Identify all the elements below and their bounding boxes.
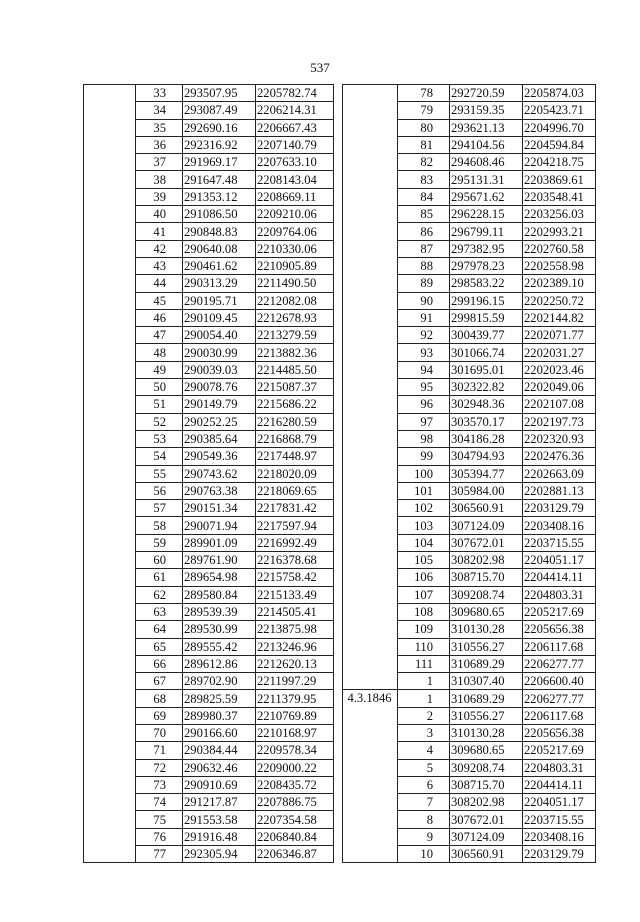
y-coordinate-cell: 2218020.09 <box>256 465 334 482</box>
point-number-cell: 111 <box>398 655 450 672</box>
y-coordinate-cell: 2206346.87 <box>256 846 334 863</box>
x-coordinate-cell: 290109.45 <box>183 309 256 326</box>
y-coordinate-cell: 2211379.95 <box>256 690 334 707</box>
point-number-cell: 98 <box>398 430 450 447</box>
point-number-cell: 58 <box>136 517 183 534</box>
point-number-cell: 53 <box>136 430 183 447</box>
point-number-cell: 7 <box>398 794 450 811</box>
x-coordinate-cell: 301066.74 <box>450 344 523 361</box>
point-number-cell: 51 <box>136 396 183 413</box>
x-coordinate-cell: 307124.09 <box>450 828 523 845</box>
point-number-cell: 48 <box>136 344 183 361</box>
y-coordinate-cell: 2204996.70 <box>523 119 596 136</box>
point-number-cell: 37 <box>136 154 183 171</box>
table-row <box>343 85 596 102</box>
point-number-cell: 71 <box>136 742 183 759</box>
y-coordinate-cell: 2207886.75 <box>256 794 334 811</box>
x-coordinate-cell: 291553.58 <box>183 811 256 828</box>
point-number-cell: 102 <box>398 500 450 517</box>
x-coordinate-cell: 290640.08 <box>183 240 256 257</box>
y-coordinate-cell: 2210330.06 <box>256 240 334 257</box>
table-row <box>343 690 596 707</box>
y-coordinate-cell: 2213246.96 <box>256 638 334 655</box>
x-coordinate-cell: 298583.22 <box>450 275 523 292</box>
y-coordinate-cell: 2208435.72 <box>256 776 334 793</box>
x-coordinate-cell: 310130.28 <box>450 621 523 638</box>
point-number-cell: 42 <box>136 240 183 257</box>
x-coordinate-cell: 293507.95 <box>183 85 256 102</box>
point-number-cell: 67 <box>136 673 183 690</box>
point-number-cell: 108 <box>398 603 450 620</box>
point-number-cell: 107 <box>398 586 450 603</box>
point-number-cell: 1 <box>398 690 450 707</box>
point-number-cell: 74 <box>136 794 183 811</box>
x-coordinate-cell: 289980.37 <box>183 707 256 724</box>
y-coordinate-cell: 2212678.93 <box>256 309 334 326</box>
x-coordinate-cell: 289654.98 <box>183 569 256 586</box>
y-coordinate-cell: 2202049.06 <box>523 379 596 396</box>
x-coordinate-cell: 289580.84 <box>183 586 256 603</box>
y-coordinate-cell: 2205656.38 <box>523 621 596 638</box>
point-number-cell: 36 <box>136 136 183 153</box>
point-number-cell: 91 <box>398 309 450 326</box>
x-coordinate-cell: 300439.77 <box>450 327 523 344</box>
x-coordinate-cell: 290166.60 <box>183 724 256 741</box>
point-number-cell: 84 <box>398 188 450 205</box>
x-coordinate-cell: 290054.40 <box>183 327 256 344</box>
y-coordinate-cell: 2214485.50 <box>256 361 334 378</box>
x-coordinate-cell: 289901.09 <box>183 534 256 551</box>
point-number-cell: 47 <box>136 327 183 344</box>
point-number-cell: 100 <box>398 465 450 482</box>
y-coordinate-cell: 2210769.89 <box>256 707 334 724</box>
point-number-cell: 75 <box>136 811 183 828</box>
y-coordinate-cell: 2212620.13 <box>256 655 334 672</box>
x-coordinate-cell: 290743.62 <box>183 465 256 482</box>
y-coordinate-cell: 2202476.36 <box>523 448 596 465</box>
y-coordinate-cell: 2206277.77 <box>523 690 596 707</box>
point-number-cell: 76 <box>136 828 183 845</box>
point-number-cell: 101 <box>398 482 450 499</box>
x-coordinate-cell: 308715.70 <box>450 776 523 793</box>
y-coordinate-cell: 2203548.41 <box>523 188 596 205</box>
y-coordinate-cell: 2204414.11 <box>523 569 596 586</box>
point-number-cell: 5 <box>398 759 450 776</box>
x-coordinate-cell: 293159.35 <box>450 102 523 119</box>
point-number-cell: 72 <box>136 759 183 776</box>
y-coordinate-cell: 2203715.55 <box>523 811 596 828</box>
point-number-cell: 9 <box>398 828 450 845</box>
y-coordinate-cell: 2205217.69 <box>523 742 596 759</box>
point-number-cell: 64 <box>136 621 183 638</box>
point-number-cell: 63 <box>136 603 183 620</box>
y-coordinate-cell: 2204803.31 <box>523 759 596 776</box>
point-number-cell: 49 <box>136 361 183 378</box>
y-coordinate-cell: 2211490.50 <box>256 275 334 292</box>
y-coordinate-cell: 2215087.37 <box>256 379 334 396</box>
x-coordinate-cell: 290384.44 <box>183 742 256 759</box>
y-coordinate-cell: 2213882.36 <box>256 344 334 361</box>
point-number-cell: 54 <box>136 448 183 465</box>
x-coordinate-cell: 290195.71 <box>183 292 256 309</box>
y-coordinate-cell: 2206277.77 <box>523 655 596 672</box>
point-number-cell: 60 <box>136 552 183 569</box>
point-number-cell: 33 <box>136 85 183 102</box>
point-number-cell: 35 <box>136 119 183 136</box>
x-coordinate-cell: 307672.01 <box>450 534 523 551</box>
x-coordinate-cell: 303570.17 <box>450 413 523 430</box>
y-coordinate-cell: 2206840.84 <box>256 828 334 845</box>
x-coordinate-cell: 310307.40 <box>450 673 523 690</box>
y-coordinate-cell: 2208143.04 <box>256 171 334 188</box>
x-coordinate-cell: 310130.28 <box>450 724 523 741</box>
point-number-cell: 73 <box>136 776 183 793</box>
y-coordinate-cell: 2204803.31 <box>523 586 596 603</box>
point-number-cell: 89 <box>398 275 450 292</box>
point-number-cell: 105 <box>398 552 450 569</box>
y-coordinate-cell: 2203869.61 <box>523 171 596 188</box>
x-coordinate-cell: 308202.98 <box>450 794 523 811</box>
y-coordinate-cell: 2216868.79 <box>256 430 334 447</box>
x-coordinate-cell: 291647.48 <box>183 171 256 188</box>
x-coordinate-cell: 310556.27 <box>450 707 523 724</box>
point-number-cell: 82 <box>398 154 450 171</box>
y-coordinate-cell: 2209764.06 <box>256 223 334 240</box>
x-coordinate-cell: 308715.70 <box>450 569 523 586</box>
point-number-cell: 3 <box>398 724 450 741</box>
y-coordinate-cell: 2208669.11 <box>256 188 334 205</box>
y-coordinate-cell: 2216280.59 <box>256 413 334 430</box>
y-coordinate-cell: 2202320.93 <box>523 430 596 447</box>
x-coordinate-cell: 299815.59 <box>450 309 523 326</box>
y-coordinate-cell: 2202558.98 <box>523 257 596 274</box>
y-coordinate-cell: 2210905.89 <box>256 257 334 274</box>
point-number-cell: 44 <box>136 275 183 292</box>
section-cell: 4.3.1846 <box>343 690 398 863</box>
x-coordinate-cell: 289530.99 <box>183 621 256 638</box>
y-coordinate-cell: 2211997.29 <box>256 673 334 690</box>
x-coordinate-cell: 310556.27 <box>450 638 523 655</box>
y-coordinate-cell: 2217597.94 <box>256 517 334 534</box>
x-coordinate-cell: 304186.28 <box>450 430 523 447</box>
y-coordinate-cell: 2203129.79 <box>523 846 596 863</box>
point-number-cell: 97 <box>398 413 450 430</box>
x-coordinate-cell: 291353.12 <box>183 188 256 205</box>
y-coordinate-cell: 2202031.27 <box>523 344 596 361</box>
y-coordinate-cell: 2213279.59 <box>256 327 334 344</box>
point-number-cell: 66 <box>136 655 183 672</box>
x-coordinate-cell: 299196.15 <box>450 292 523 309</box>
point-number-cell: 83 <box>398 171 450 188</box>
x-coordinate-cell: 309680.65 <box>450 742 523 759</box>
point-number-cell: 39 <box>136 188 183 205</box>
y-coordinate-cell: 2202071.77 <box>523 327 596 344</box>
y-coordinate-cell: 2206117.68 <box>523 638 596 655</box>
point-number-cell: 90 <box>398 292 450 309</box>
y-coordinate-cell: 2205656.38 <box>523 724 596 741</box>
y-coordinate-cell: 2212082.08 <box>256 292 334 309</box>
x-coordinate-cell: 309680.65 <box>450 603 523 620</box>
y-coordinate-cell: 2203715.55 <box>523 534 596 551</box>
y-coordinate-cell: 2215133.49 <box>256 586 334 603</box>
point-number-cell: 86 <box>398 223 450 240</box>
y-coordinate-cell: 2204414.11 <box>523 776 596 793</box>
x-coordinate-cell: 306560.91 <box>450 500 523 517</box>
point-number-cell: 59 <box>136 534 183 551</box>
y-coordinate-cell: 2202760.58 <box>523 240 596 257</box>
y-coordinate-cell: 2214505.41 <box>256 603 334 620</box>
point-number-cell: 40 <box>136 206 183 223</box>
y-coordinate-cell: 2203129.79 <box>523 500 596 517</box>
point-number-cell: 46 <box>136 309 183 326</box>
x-coordinate-cell: 297382.95 <box>450 240 523 257</box>
point-number-cell: 94 <box>398 361 450 378</box>
point-number-cell: 78 <box>398 85 450 102</box>
y-coordinate-cell: 2203408.16 <box>523 828 596 845</box>
point-number-cell: 99 <box>398 448 450 465</box>
point-number-cell: 95 <box>398 379 450 396</box>
y-coordinate-cell: 2206214.31 <box>256 102 334 119</box>
point-number-cell: 79 <box>398 102 450 119</box>
x-coordinate-cell: 294608.46 <box>450 154 523 171</box>
y-coordinate-cell: 2202144.82 <box>523 309 596 326</box>
x-coordinate-cell: 290030.99 <box>183 344 256 361</box>
point-number-cell: 110 <box>398 638 450 655</box>
point-number-cell: 57 <box>136 500 183 517</box>
y-coordinate-cell: 2204051.17 <box>523 552 596 569</box>
x-coordinate-cell: 308202.98 <box>450 552 523 569</box>
x-coordinate-cell: 290385.64 <box>183 430 256 447</box>
x-coordinate-cell: 289539.39 <box>183 603 256 620</box>
x-coordinate-cell: 310689.29 <box>450 690 523 707</box>
point-number-cell: 50 <box>136 379 183 396</box>
point-number-cell: 80 <box>398 119 450 136</box>
x-coordinate-cell: 290461.62 <box>183 257 256 274</box>
y-coordinate-cell: 2217448.97 <box>256 448 334 465</box>
y-coordinate-cell: 2207633.10 <box>256 154 334 171</box>
y-coordinate-cell: 2206117.68 <box>523 707 596 724</box>
point-number-cell: 77 <box>136 846 183 863</box>
x-coordinate-cell: 290910.69 <box>183 776 256 793</box>
x-coordinate-cell: 295671.62 <box>450 188 523 205</box>
x-coordinate-cell: 292690.16 <box>183 119 256 136</box>
point-number-cell: 106 <box>398 569 450 586</box>
y-coordinate-cell: 2209000.22 <box>256 759 334 776</box>
point-number-cell: 38 <box>136 171 183 188</box>
y-coordinate-cell: 2204218.75 <box>523 154 596 171</box>
y-coordinate-cell: 2202881.13 <box>523 482 596 499</box>
section-cell <box>343 85 398 690</box>
point-number-cell: 52 <box>136 413 183 430</box>
y-coordinate-cell: 2204594.84 <box>523 136 596 153</box>
x-coordinate-cell: 307124.09 <box>450 517 523 534</box>
table-row <box>84 85 334 102</box>
x-coordinate-cell: 296799.11 <box>450 223 523 240</box>
point-number-cell: 109 <box>398 621 450 638</box>
point-number-cell: 6 <box>398 776 450 793</box>
y-coordinate-cell: 2205782.74 <box>256 85 334 102</box>
x-coordinate-cell: 306560.91 <box>450 846 523 863</box>
x-coordinate-cell: 290313.29 <box>183 275 256 292</box>
x-coordinate-cell: 289761.90 <box>183 552 256 569</box>
y-coordinate-cell: 2202663.09 <box>523 465 596 482</box>
x-coordinate-cell: 291217.87 <box>183 794 256 811</box>
point-number-cell: 34 <box>136 102 183 119</box>
point-number-cell: 103 <box>398 517 450 534</box>
y-coordinate-cell: 2202023.46 <box>523 361 596 378</box>
point-number-cell: 69 <box>136 707 183 724</box>
x-coordinate-cell: 291916.48 <box>183 828 256 845</box>
y-coordinate-cell: 2205874.03 <box>523 85 596 102</box>
point-number-cell: 41 <box>136 223 183 240</box>
x-coordinate-cell: 302948.36 <box>450 396 523 413</box>
point-number-cell: 56 <box>136 482 183 499</box>
point-number-cell: 68 <box>136 690 183 707</box>
point-number-cell: 81 <box>398 136 450 153</box>
x-coordinate-cell: 297978.23 <box>450 257 523 274</box>
point-number-cell: 87 <box>398 240 450 257</box>
x-coordinate-cell: 295131.31 <box>450 171 523 188</box>
x-coordinate-cell: 289825.59 <box>183 690 256 707</box>
y-coordinate-cell: 2217831.42 <box>256 500 334 517</box>
y-coordinate-cell: 2218069.65 <box>256 482 334 499</box>
y-coordinate-cell: 2203408.16 <box>523 517 596 534</box>
x-coordinate-cell: 310689.29 <box>450 655 523 672</box>
point-number-cell: 88 <box>398 257 450 274</box>
x-coordinate-cell: 307672.01 <box>450 811 523 828</box>
x-coordinate-cell: 290763.38 <box>183 482 256 499</box>
x-coordinate-cell: 294104.56 <box>450 136 523 153</box>
y-coordinate-cell: 2202250.72 <box>523 292 596 309</box>
y-coordinate-cell: 2203256.03 <box>523 206 596 223</box>
point-number-cell: 70 <box>136 724 183 741</box>
y-coordinate-cell: 2206667.43 <box>256 119 334 136</box>
x-coordinate-cell: 296228.15 <box>450 206 523 223</box>
y-coordinate-cell: 2204051.17 <box>523 794 596 811</box>
y-coordinate-cell: 2209578.34 <box>256 742 334 759</box>
point-number-cell: 2 <box>398 707 450 724</box>
point-number-cell: 1 <box>398 673 450 690</box>
point-number-cell: 96 <box>398 396 450 413</box>
x-coordinate-cell: 302322.82 <box>450 379 523 396</box>
page-number: 537 <box>310 60 330 75</box>
x-coordinate-cell: 289555.42 <box>183 638 256 655</box>
x-coordinate-cell: 309208.74 <box>450 759 523 776</box>
y-coordinate-cell: 2207140.79 <box>256 136 334 153</box>
y-coordinate-cell: 2216378.68 <box>256 552 334 569</box>
x-coordinate-cell: 290848.83 <box>183 223 256 240</box>
y-coordinate-cell: 2216992.49 <box>256 534 334 551</box>
coordinates-table-left <box>83 84 334 863</box>
y-coordinate-cell: 2207354.58 <box>256 811 334 828</box>
x-coordinate-cell: 290632.46 <box>183 759 256 776</box>
point-number-cell: 4 <box>398 742 450 759</box>
x-coordinate-cell: 290078.76 <box>183 379 256 396</box>
y-coordinate-cell: 2210168.97 <box>256 724 334 741</box>
x-coordinate-cell: 293621.13 <box>450 119 523 136</box>
point-number-cell: 45 <box>136 292 183 309</box>
x-coordinate-cell: 289612.86 <box>183 655 256 672</box>
x-coordinate-cell: 305394.77 <box>450 465 523 482</box>
x-coordinate-cell: 291969.17 <box>183 154 256 171</box>
point-number-cell: 93 <box>398 344 450 361</box>
coordinates-table-right <box>342 84 596 863</box>
point-number-cell: 61 <box>136 569 183 586</box>
x-coordinate-cell: 304794.93 <box>450 448 523 465</box>
x-coordinate-cell: 289702.90 <box>183 673 256 690</box>
y-coordinate-cell: 2202389.10 <box>523 275 596 292</box>
point-number-cell: 55 <box>136 465 183 482</box>
y-coordinate-cell: 2215686.22 <box>256 396 334 413</box>
x-coordinate-cell: 309208.74 <box>450 586 523 603</box>
section-cell <box>84 85 136 863</box>
x-coordinate-cell: 290549.36 <box>183 448 256 465</box>
x-coordinate-cell: 292305.94 <box>183 846 256 863</box>
x-coordinate-cell: 292720.59 <box>450 85 523 102</box>
y-coordinate-cell: 2202107.08 <box>523 396 596 413</box>
y-coordinate-cell: 2202197.73 <box>523 413 596 430</box>
x-coordinate-cell: 292316.92 <box>183 136 256 153</box>
y-coordinate-cell: 2215758.42 <box>256 569 334 586</box>
y-coordinate-cell: 2213875.98 <box>256 621 334 638</box>
y-coordinate-cell: 2205423.71 <box>523 102 596 119</box>
x-coordinate-cell: 290071.94 <box>183 517 256 534</box>
y-coordinate-cell: 2202993.21 <box>523 223 596 240</box>
y-coordinate-cell: 2209210.06 <box>256 206 334 223</box>
y-coordinate-cell: 2206600.40 <box>523 673 596 690</box>
point-number-cell: 85 <box>398 206 450 223</box>
point-number-cell: 8 <box>398 811 450 828</box>
x-coordinate-cell: 291086.50 <box>183 206 256 223</box>
point-number-cell: 10 <box>398 846 450 863</box>
x-coordinate-cell: 290039.03 <box>183 361 256 378</box>
point-number-cell: 62 <box>136 586 183 603</box>
x-coordinate-cell: 305984.00 <box>450 482 523 499</box>
x-coordinate-cell: 290151.34 <box>183 500 256 517</box>
point-number-cell: 92 <box>398 327 450 344</box>
point-number-cell: 43 <box>136 257 183 274</box>
point-number-cell: 65 <box>136 638 183 655</box>
x-coordinate-cell: 293087.49 <box>183 102 256 119</box>
x-coordinate-cell: 301695.01 <box>450 361 523 378</box>
y-coordinate-cell: 2205217.69 <box>523 603 596 620</box>
point-number-cell: 104 <box>398 534 450 551</box>
x-coordinate-cell: 290252.25 <box>183 413 256 430</box>
x-coordinate-cell: 290149.79 <box>183 396 256 413</box>
